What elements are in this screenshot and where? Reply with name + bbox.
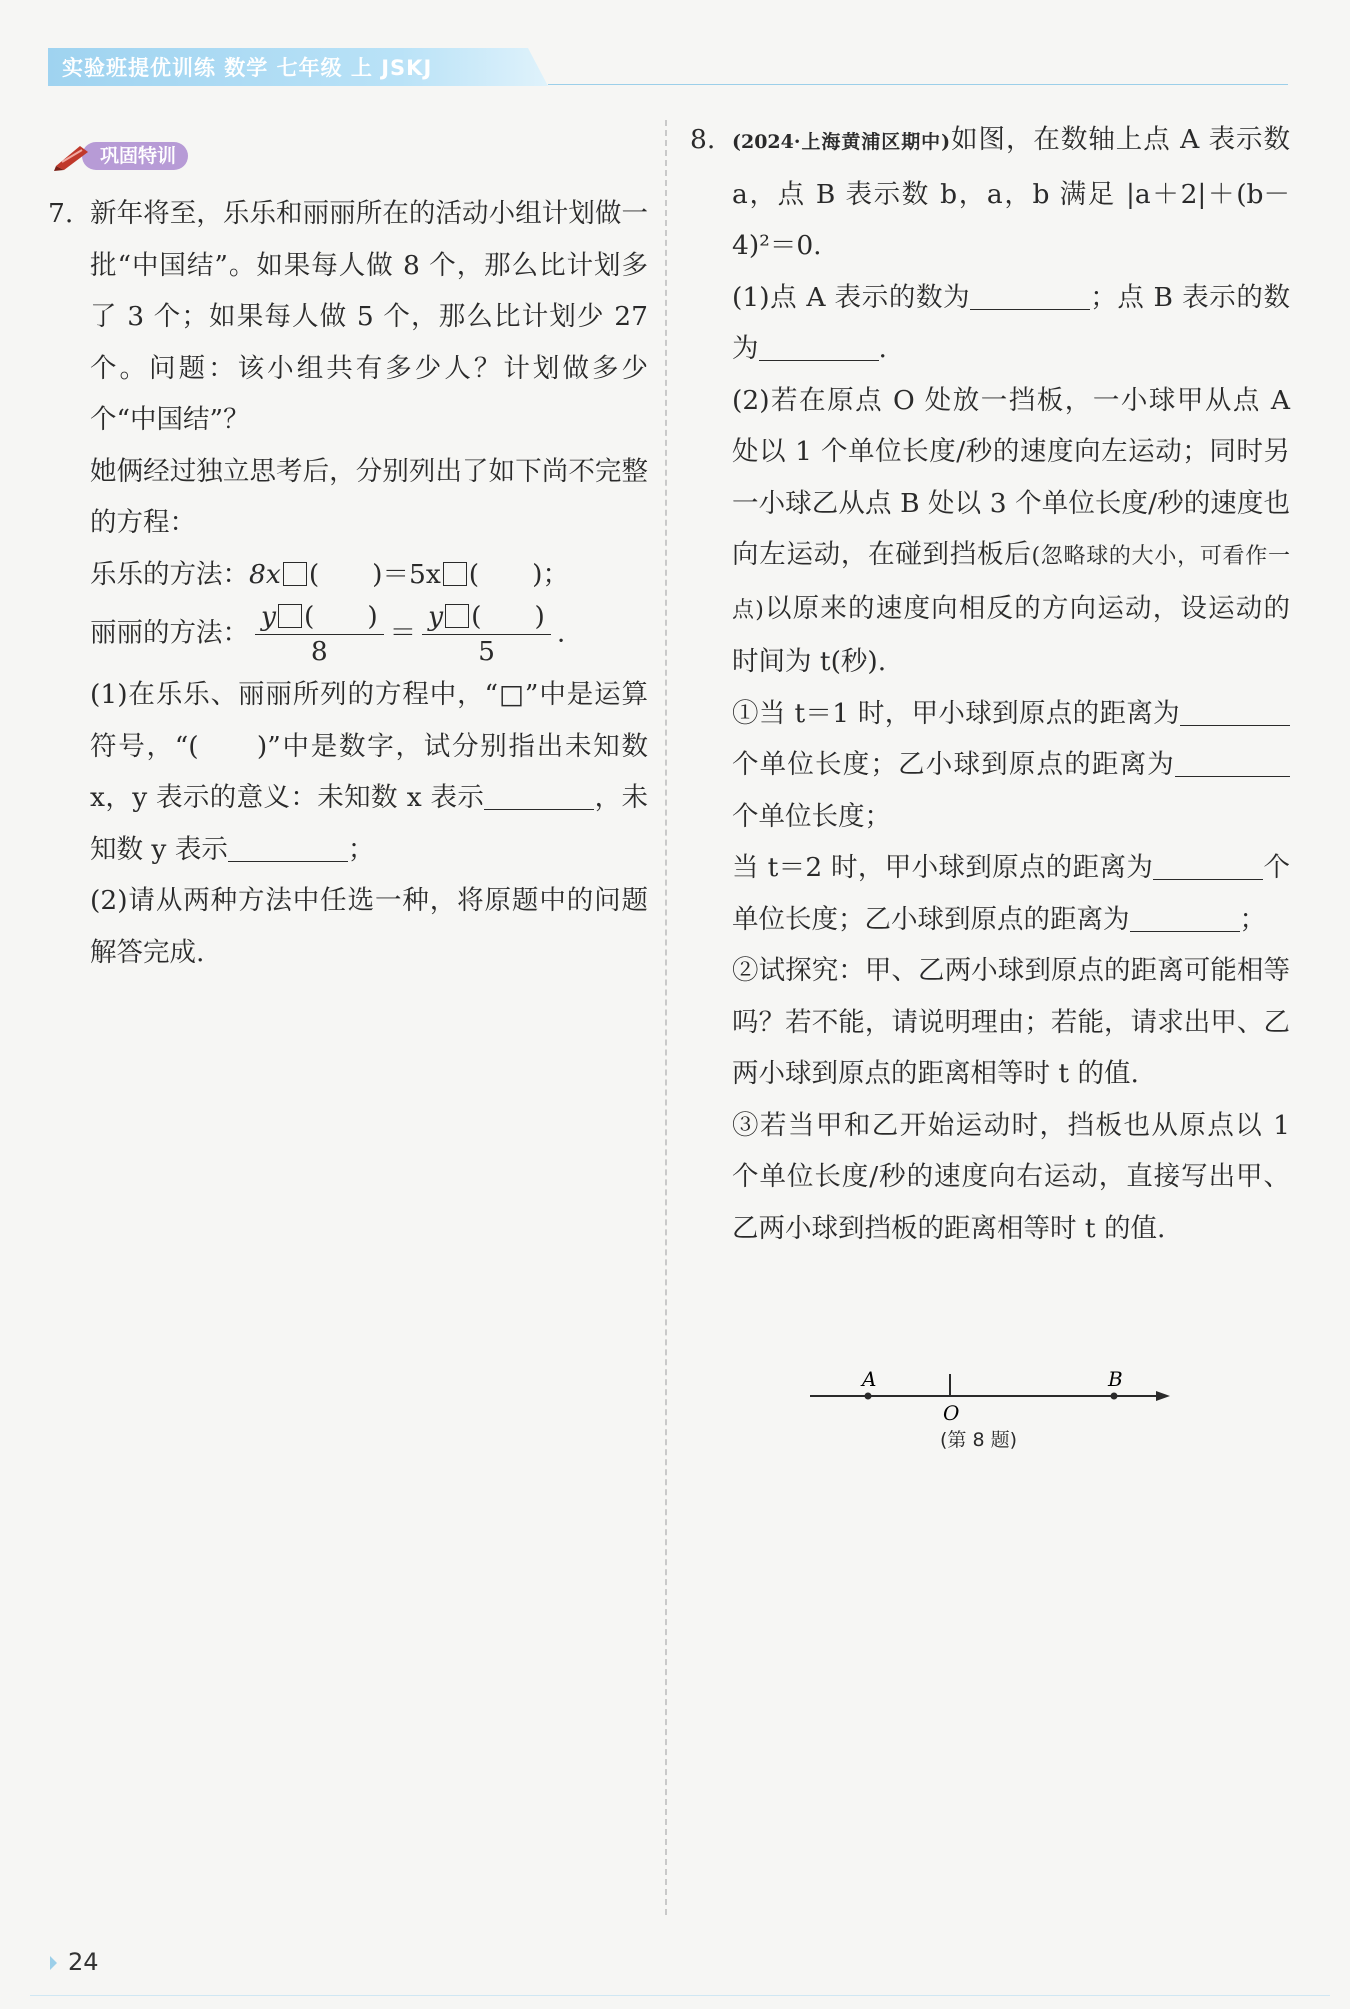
q7-lili-den-right: 5 <box>478 636 495 667</box>
answer-blank[interactable] <box>228 831 348 862</box>
q7-lele-label: 乐乐的方法： <box>90 558 249 590</box>
answer-blank[interactable] <box>1175 746 1290 777</box>
q7-lili-eq: ＝ <box>389 617 417 649</box>
page-number: 24 <box>68 1948 99 1976</box>
q7-part1 <box>90 669 648 875</box>
q7-intro: 她俩经过独立思考后，分别列出了如下尚不完整的方程： <box>90 455 648 538</box>
q8-part1-a: (1)点 A 表示的数为 <box>732 281 971 313</box>
q7-lili-label: 丽丽的方法： <box>90 617 249 649</box>
point-b-label: B <box>1108 1367 1123 1391</box>
q7-lele-left: 8x <box>249 558 281 590</box>
operator-box <box>443 562 467 586</box>
q7-lili-num-right: y <box>428 601 444 632</box>
q7-lili-end: . <box>556 617 566 649</box>
q8-sub1-c: 个单位长度； <box>732 800 891 832</box>
q8-sub1-e: 个单位长度；乙小球到原点的距离为 <box>732 852 1290 935</box>
header-rule <box>548 84 1288 85</box>
figure-caption: (第 8 题) <box>940 1429 1017 1451</box>
q7-lili-num-left: y <box>261 601 276 632</box>
q8-stem-para <box>732 114 1290 272</box>
answer-blank[interactable] <box>1130 901 1240 932</box>
answer-blank[interactable] <box>1180 695 1290 726</box>
q8-sub1-d: 当 t＝2 时，甲小球到原点的距离为 <box>732 852 1154 883</box>
axis-arrow <box>1156 1391 1170 1401</box>
operator-box <box>278 604 302 628</box>
q7-lili-fraction-right <box>422 600 551 669</box>
q8-part1-b: ；点 B 表示的数为 <box>732 281 1290 364</box>
q8-sub1-f: ； <box>1239 903 1266 935</box>
section-badge <box>52 140 187 172</box>
column-divider <box>665 120 667 1915</box>
q7-stem-block <box>48 188 648 978</box>
q8-sub1-t2 <box>732 842 1290 945</box>
q7-lele-mid: ( )＝5x <box>308 558 441 590</box>
q7-lele-method <box>90 549 648 601</box>
answer-blank[interactable] <box>484 779 594 810</box>
q8-part1 <box>732 272 1290 375</box>
point-a-label: A <box>862 1367 877 1391</box>
operator-box <box>445 604 469 628</box>
q8-sub3: ③若当甲和乙开始运动时，挡板也从原点以 1 个单位长度/秒的速度向右运动，直接写出甲、乙两小球到挡板的距离相等时 t 的值. <box>732 1109 1290 1244</box>
q8-number: 8. <box>690 124 716 155</box>
q8-part2-b: 以原来的速度向相反的方向运动，设运动的时间为 t(秒). <box>732 592 1290 677</box>
q7-lili-den-left: 8 <box>310 636 328 667</box>
q8-source: (2024·上海黄浦区期中) <box>732 131 951 153</box>
q7-stem: 新年将至，乐乐和丽丽所在的活动小组计划做一批“中国结”。如果每人做 8 个，那么比计划多了 3 个；如果每人做 5 个，那么比计划少 27 个。问题：该小组共有多少人？计划做多少个“中国结”？ <box>90 198 648 435</box>
answer-blank[interactable] <box>970 279 1090 310</box>
q8-part2-a: (2)若在原点 O 处放一挡板，一小球甲从点 A 处以 1 个单位长度/秒的速度向左运动；同时另一小球乙从点 B 处以 3 个单位长度/秒的速度也向左运动，在碰到挡板后 <box>732 384 1290 570</box>
point-a-dot <box>865 1393 872 1400</box>
answer-blank[interactable] <box>759 330 879 361</box>
q7-part1-a: (1)在乐乐、丽丽所列的方程中，“□”中是运算符号，“( )”中是数字，试分别指出未知数 x，y 表示的意义：未知数 x 表示 <box>90 679 648 813</box>
q8-part2-note: (忽略球的大小，可看作一点) <box>732 544 1290 623</box>
header-title: 实验班提优训练 数学 七年级 上 JSKJ <box>62 56 433 80</box>
q7-lele-end: ( )； <box>468 558 569 590</box>
origin-label: O <box>943 1401 960 1425</box>
pencil-icon <box>52 140 96 172</box>
q8-sub1 <box>732 688 1290 843</box>
page-marker-icon <box>50 1956 57 1970</box>
q7-part1-c: ； <box>347 833 375 865</box>
q8-sub1-a: ①当 t＝1 时，甲小球到原点的距离为 <box>732 697 1180 729</box>
q8-part1-c: . <box>878 333 887 364</box>
q7-lili-paren: ( ) <box>471 601 545 632</box>
section-badge-label: 巩固特训 <box>82 142 188 170</box>
q7-part2: (2)请从两种方法中任选一种，将原题中的问题解答完成. <box>90 885 648 968</box>
question-8 <box>690 114 1290 1254</box>
point-b-dot <box>1111 1393 1118 1400</box>
operator-box <box>283 562 307 586</box>
question-7 <box>48 188 648 978</box>
q7-number: 7. <box>48 198 74 229</box>
q8-sub1-b: 个单位长度；乙小球到原点的距离为 <box>732 749 1175 780</box>
q7-lili-method <box>90 600 648 669</box>
q8-stem: 如图，在数轴上点 A 表示数 a，点 B 表示数 b，a，b 满足 |a＋2|＋(b－4)²＝0. <box>732 124 1290 261</box>
q7-part1-b: ，未知数 y 表示 <box>90 782 648 865</box>
q8-stem-block <box>690 114 1290 1254</box>
q8-sub2: ②试探究：甲、乙两小球到原点的距离可能相等吗？若不能，请说明理由；若能，请求出甲、乙两小球到原点的距离相等时 t 的值. <box>732 955 1290 1089</box>
q8-part2 <box>732 375 1290 688</box>
q7-lili-fraction-left <box>255 600 384 669</box>
q7-lili-paren: ( ) <box>303 601 378 632</box>
answer-blank[interactable] <box>1153 849 1263 880</box>
footer-rule <box>30 1995 1330 1996</box>
